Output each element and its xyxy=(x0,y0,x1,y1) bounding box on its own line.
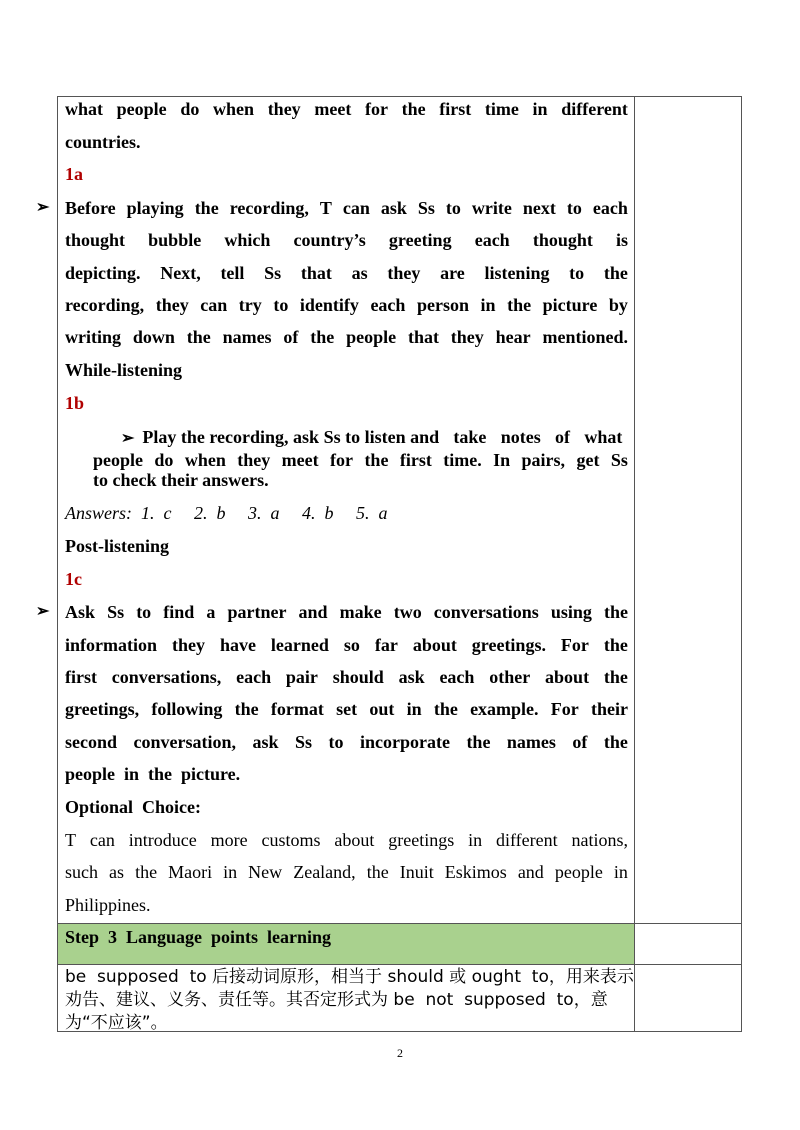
word: more xyxy=(210,830,248,850)
word: greeting xyxy=(388,230,452,250)
answers-line: Answers: 1. c 2. b 3. a 4. b 5. a xyxy=(65,503,388,523)
word: Play the recording, ask Ss to listen and xyxy=(142,427,440,447)
arrowhead-bullet-icon: ➢ xyxy=(121,430,135,447)
para-1a-line xyxy=(65,229,628,251)
word: the xyxy=(364,450,389,470)
word: names xyxy=(222,327,272,347)
word: meet xyxy=(281,450,319,470)
word: conversations, xyxy=(111,667,222,687)
word: the xyxy=(603,732,628,752)
word: set xyxy=(336,699,358,719)
word: tell xyxy=(220,263,245,283)
word: the xyxy=(401,99,426,119)
word: meet xyxy=(314,99,352,119)
word: in xyxy=(613,862,628,882)
word: are xyxy=(440,263,465,283)
word: each xyxy=(592,198,628,218)
word: each xyxy=(439,667,475,687)
word: notes xyxy=(500,427,541,447)
word: the xyxy=(433,699,458,719)
word: New xyxy=(248,862,283,882)
word: should xyxy=(332,667,384,687)
word: can xyxy=(89,830,115,850)
word: people xyxy=(554,862,603,882)
para-1a-line xyxy=(65,326,628,348)
word: the xyxy=(366,862,389,882)
para-1c-line xyxy=(65,634,628,656)
word: each xyxy=(236,667,272,687)
word: the xyxy=(603,263,628,283)
word: what xyxy=(584,427,623,447)
word: take xyxy=(453,427,487,447)
word: time xyxy=(484,99,519,119)
word: people xyxy=(346,327,397,347)
word: the xyxy=(507,295,532,315)
word: pairs, xyxy=(521,450,566,470)
word: Next, xyxy=(160,263,201,283)
word: nations, xyxy=(571,830,628,850)
word: Ss xyxy=(264,263,282,283)
word: try xyxy=(238,295,262,315)
word: ask xyxy=(380,198,407,218)
word: Ss xyxy=(107,602,125,622)
word: Ask xyxy=(65,602,96,622)
word: customs xyxy=(261,830,321,850)
word: to xyxy=(566,198,582,218)
word: such xyxy=(65,862,98,882)
word: and xyxy=(517,862,544,882)
word: following xyxy=(151,699,223,719)
word: they xyxy=(387,263,421,283)
word: each xyxy=(474,230,510,250)
word: have xyxy=(219,635,256,655)
word: the xyxy=(603,602,628,622)
word: T xyxy=(319,198,332,218)
language-note-line-2: 劝告、建议、义务、责任等。其否定形式为 be not supposed to，意 xyxy=(65,990,608,1010)
word: greetings xyxy=(388,830,455,850)
word: each xyxy=(370,295,406,315)
optional-line-2 xyxy=(65,861,628,883)
para-1c-line xyxy=(65,666,628,688)
word: depicting. xyxy=(65,263,141,283)
optional-line-1 xyxy=(65,829,628,851)
word: first xyxy=(439,99,472,119)
word: the xyxy=(186,327,211,347)
while-listening-label: While-listening xyxy=(65,360,183,380)
word: get xyxy=(576,450,600,470)
word: For xyxy=(550,699,579,719)
para-1b-line-3: to check their answers. xyxy=(93,470,269,490)
word: they xyxy=(237,450,271,470)
para-1a-line xyxy=(65,262,628,284)
word: so xyxy=(343,635,360,655)
word: first xyxy=(399,450,432,470)
para-1c-last-line: people in the picture. xyxy=(65,764,241,784)
word: Inuit xyxy=(399,862,434,882)
word: they xyxy=(155,295,189,315)
word: in xyxy=(468,830,483,850)
word: Zealand, xyxy=(293,862,356,882)
optional-choice-title: Optional Choice: xyxy=(65,797,202,817)
word: using xyxy=(550,602,592,622)
word: Maori xyxy=(168,862,213,882)
para-1a-line xyxy=(65,294,628,316)
word: greetings. xyxy=(471,635,546,655)
word: when xyxy=(184,450,226,470)
word: different xyxy=(561,99,628,119)
word: they xyxy=(450,327,484,347)
word: two xyxy=(393,602,422,622)
word: names xyxy=(506,732,556,752)
word: conversations xyxy=(433,602,539,622)
word: is xyxy=(615,230,628,250)
word: to xyxy=(136,602,152,622)
word: and xyxy=(298,602,328,622)
word: writing xyxy=(65,327,121,347)
word: to xyxy=(328,732,344,752)
word: of xyxy=(555,427,571,447)
row-divider xyxy=(57,964,742,965)
arrowhead-bullet-icon: ➢ xyxy=(36,199,50,216)
word: their xyxy=(591,699,628,719)
word: hear xyxy=(495,327,531,347)
word: about xyxy=(334,830,375,850)
word: recording, xyxy=(65,295,145,315)
word: do xyxy=(154,450,174,470)
word: they xyxy=(171,635,205,655)
arrowhead-bullet-icon: ➢ xyxy=(36,603,50,620)
word: recording, xyxy=(229,198,309,218)
word: incorporate xyxy=(359,732,450,752)
column-divider xyxy=(634,96,635,1032)
intro-line-2: countries. xyxy=(65,132,141,152)
word: as xyxy=(351,263,368,283)
word: thought xyxy=(532,230,593,250)
word: playing xyxy=(126,198,184,218)
word: different xyxy=(495,830,558,850)
intro-line-1 xyxy=(65,98,628,120)
word: the xyxy=(135,862,158,882)
language-note-line-3: 为“不应该”。 xyxy=(65,1013,168,1033)
word: which xyxy=(224,230,271,250)
post-listening-label: Post-listening xyxy=(65,536,170,556)
word: to xyxy=(569,263,585,283)
word: write xyxy=(471,198,512,218)
word: a xyxy=(206,602,216,622)
word: ask xyxy=(252,732,279,752)
para-1a-line xyxy=(65,197,628,219)
page-number: 2 xyxy=(397,1046,403,1060)
word: thought xyxy=(65,230,126,250)
word: mentioned. xyxy=(542,327,628,347)
word: Ss xyxy=(610,450,628,470)
word: introduce xyxy=(128,830,197,850)
word: learned xyxy=(270,635,329,655)
word: they xyxy=(267,99,301,119)
word: what xyxy=(65,99,104,119)
word: that xyxy=(407,327,439,347)
language-note-line-1: be supposed to 后接动词原形，相当于 should 或 ought to，用来表示 xyxy=(65,967,634,987)
word: find xyxy=(163,602,195,622)
word: when xyxy=(213,99,255,119)
word: by xyxy=(608,295,628,315)
word: far xyxy=(374,635,398,655)
word: can xyxy=(200,295,228,315)
word: listening xyxy=(484,263,550,283)
word: to xyxy=(273,295,289,315)
word: of xyxy=(283,327,299,347)
word: the xyxy=(234,699,259,719)
word: bubble xyxy=(148,230,202,250)
word: Ss xyxy=(417,198,435,218)
para-1c-line xyxy=(65,601,628,623)
word: out xyxy=(369,699,395,719)
word: people xyxy=(116,99,167,119)
word: that xyxy=(300,263,332,283)
word: format xyxy=(270,699,324,719)
word: For xyxy=(560,635,589,655)
word: partner xyxy=(227,602,287,622)
word: the xyxy=(310,327,335,347)
word: second xyxy=(65,732,118,752)
word: conversation, xyxy=(133,732,236,752)
word: ask xyxy=(398,667,425,687)
step-3-heading: Step 3 Language points learning xyxy=(65,927,332,947)
word: next xyxy=(522,198,556,218)
heading-1b: 1b xyxy=(65,393,85,413)
word: in xyxy=(532,99,548,119)
word: T xyxy=(65,830,76,850)
word: in xyxy=(480,295,496,315)
word: in xyxy=(223,862,238,882)
word: pair xyxy=(285,667,318,687)
word: the xyxy=(603,667,628,687)
word: information xyxy=(65,635,157,655)
word: Before xyxy=(65,198,116,218)
word: people xyxy=(93,450,144,470)
heading-1c: 1c xyxy=(65,569,82,589)
word: for xyxy=(330,450,354,470)
word: in xyxy=(406,699,422,719)
optional-line-3: Philippines. xyxy=(65,895,151,915)
word: other xyxy=(489,667,531,687)
word: first xyxy=(65,667,97,687)
word: can xyxy=(342,198,370,218)
word: the xyxy=(466,732,491,752)
word: for xyxy=(364,99,388,119)
para-1c-line xyxy=(65,731,628,753)
word: person xyxy=(416,295,469,315)
word: the xyxy=(603,635,628,655)
word: make xyxy=(339,602,382,622)
para-1c-line xyxy=(65,698,628,720)
word: to xyxy=(445,198,461,218)
para-1b-line-1-text xyxy=(142,426,622,448)
word: greetings, xyxy=(65,699,140,719)
word: Eskimos xyxy=(444,862,507,882)
word: of xyxy=(572,732,588,752)
word: In xyxy=(493,450,511,470)
word: identify xyxy=(299,295,359,315)
word: about xyxy=(545,667,590,687)
word: as xyxy=(109,862,125,882)
word: down xyxy=(132,327,175,347)
word: time. xyxy=(443,450,482,470)
heading-1a: 1a xyxy=(65,164,83,184)
word: Ss xyxy=(294,732,312,752)
word: the xyxy=(194,198,219,218)
word: do xyxy=(180,99,200,119)
row-divider xyxy=(57,923,742,924)
word: country’s xyxy=(293,230,366,250)
word: about xyxy=(412,635,457,655)
para-1b-line-1 xyxy=(121,426,622,450)
word: picture xyxy=(542,295,598,315)
para-1b-line-2 xyxy=(93,449,628,471)
word: example. xyxy=(470,699,539,719)
